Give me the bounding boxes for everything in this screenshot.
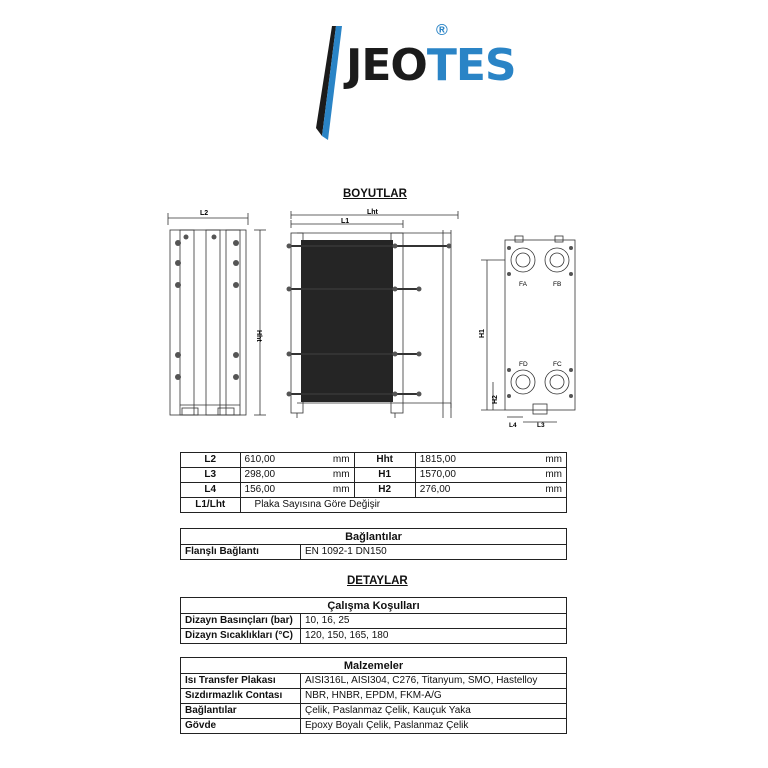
l4-drawing-label: L4 — [509, 422, 517, 429]
operating-conditions-table — [180, 597, 567, 644]
table-row — [181, 689, 567, 704]
materials-table — [180, 657, 567, 734]
table-row — [181, 529, 567, 545]
dim-value: Plaka Sayısına Göre Değişir — [240, 498, 566, 513]
table-row — [181, 598, 567, 614]
dim-value: 1570,00 — [415, 468, 504, 483]
dim-key: H1 — [354, 468, 415, 483]
port-fa-label: FA — [519, 281, 527, 288]
h1-drawing-label: H1 — [479, 329, 486, 338]
table-row — [181, 704, 567, 719]
table-row — [181, 719, 567, 734]
connections-key: Flanşlı Bağlantı — [181, 545, 301, 560]
lht-drawing-label: Lht — [367, 209, 378, 216]
table-row — [181, 658, 567, 674]
dim-key: L1/Lht — [181, 498, 241, 513]
materials-key: Bağlantılar — [181, 704, 301, 719]
connections-value: EN 1092-1 DN150 — [301, 545, 567, 560]
dim-value: 298,00 — [240, 468, 329, 483]
dim-unit: mm — [504, 483, 566, 498]
dim-key: L3 — [181, 468, 241, 483]
table-row — [181, 453, 567, 468]
table-row — [181, 614, 567, 629]
dim-value: 156,00 — [240, 483, 329, 498]
dim-unit: mm — [329, 453, 354, 468]
dim-key: Hht — [354, 453, 415, 468]
side-view-drawing — [160, 205, 272, 425]
table-row — [181, 498, 567, 513]
front-view-drawing — [283, 208, 468, 420]
materials-value: NBR, HNBR, EPDM, FKM-A/G — [301, 689, 567, 704]
registered-mark: ® — [436, 22, 448, 39]
materials-value: Epoxy Boyalı Çelik, Paslanmaz Çelik — [301, 719, 567, 734]
table-row — [181, 629, 567, 644]
port-view-drawing — [475, 232, 590, 432]
jeotes-logo — [296, 18, 516, 143]
dim-unit: mm — [329, 468, 354, 483]
dim-unit: mm — [504, 453, 566, 468]
dim-key: H2 — [354, 483, 415, 498]
hht-drawing-label: Hht — [255, 330, 262, 342]
dim-key: L4 — [181, 483, 241, 498]
operating-key: Dizayn Sıcaklıkları (°C) — [181, 629, 301, 644]
materials-key: Isı Transfer Plakası — [181, 674, 301, 689]
table-row — [181, 483, 567, 498]
materials-title: Malzemeler — [181, 658, 567, 674]
table-row — [181, 468, 567, 483]
materials-value: Çelik, Paslanmaz Çelik, Kauçuk Yaka — [301, 704, 567, 719]
dim-value: 610,00 — [240, 453, 329, 468]
l2-drawing-label: L2 — [200, 210, 209, 217]
l3-drawing-label: L3 — [537, 422, 545, 429]
materials-key: Sızdırmazlık Contası — [181, 689, 301, 704]
operating-key: Dizayn Basınçları (bar) — [181, 614, 301, 629]
operating-title: Çalışma Koşulları — [181, 598, 567, 614]
dim-unit: mm — [504, 468, 566, 483]
logo-wordmark: JEOTES — [346, 40, 516, 91]
materials-value: AISI316L, AISI304, C276, Titanyum, SMO, Hastelloy — [301, 674, 567, 689]
port-fd-label: FD — [519, 361, 528, 368]
connections-title: Bağlantılar — [181, 529, 567, 545]
dim-unit: mm — [329, 483, 354, 498]
dim-key: L2 — [181, 453, 241, 468]
dimensions-table — [180, 452, 567, 513]
operating-value: 10, 16, 25 — [301, 614, 567, 629]
dim-value: 276,00 — [415, 483, 504, 498]
h2-drawing-label: H2 — [492, 395, 499, 404]
table-row — [181, 674, 567, 689]
materials-key: Gövde — [181, 719, 301, 734]
dimensions-title: BOYUTLAR — [343, 188, 407, 200]
l1-drawing-label: L1 — [341, 218, 350, 225]
dim-value: 1815,00 — [415, 453, 504, 468]
port-fb-label: FB — [553, 281, 562, 288]
port-fc-label: FC — [553, 361, 562, 368]
connections-table — [180, 528, 567, 560]
details-title: DETAYLAR — [347, 575, 408, 587]
operating-value: 120, 150, 165, 180 — [301, 629, 567, 644]
table-row — [181, 545, 567, 560]
